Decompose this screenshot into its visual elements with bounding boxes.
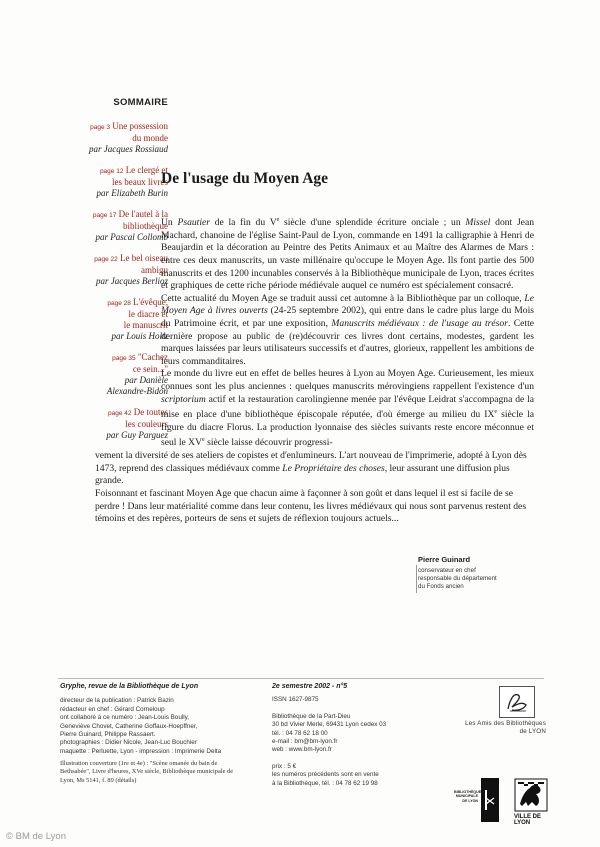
- colophon-line: Pierre Guinard, Philippe Rassaert.: [60, 731, 156, 739]
- toc-author: par Elizabeth Burin: [96, 188, 168, 198]
- toc-title: Le clergé et: [125, 165, 168, 175]
- toc-author: par Jacques Berlioz: [96, 276, 168, 286]
- article-paragraph: Un Psautier de la fin du Ve siècle d'une splendide écriture onciale ; un Missel dont Jean Machard, chanoine de l'église Saint-Paul de Lyon, commande en 1491 la calligraphie à Henri de Beaujardin et la décoration au Peintre des Petits Animaux et au Maître des Alarmes de Mars : entre ces deux manuscrits, un vaste millénaire qu'occupe le Moyen Age. Ils font partie des 500 manuscrits et des 1200 incunables conservés à la Bibliothèque municipale de Lyon, traces écrites et graphiques de cette riche période médiévale auquel ce numéro est spécialement consacré.: [161, 217, 534, 292]
- toc-page-number: page 35: [112, 355, 136, 362]
- toc-author: par Jacques Rossiaud: [89, 144, 168, 154]
- colophon-line: maquette : Perluette, Lyon - impression : Imprimerie Delta: [60, 747, 222, 755]
- toc-item[interactable]: [58, 407, 168, 441]
- signature-role: du Fonds ancien: [418, 583, 464, 590]
- toc-title: du monde: [132, 133, 168, 143]
- toc-item[interactable]: [58, 297, 168, 342]
- article-paragraph: Le monde du livre eut en effet de belles heures à Lyon au Moyen Age. Curieusement, les mieux connues sont les plus anciennes : quelques manuscrits mérovingiens rappellent l'existence d'un scriptorium actif et la restauration carolingienne menée par l'évêque Leidrat s'accompagna de la mise en place d'une bibliothèque épiscopale réputée, d'où émerge au milieu du IXe siècle la figure du diacre Florus. La production lyonnaise des siècles suivants reste encore méconnue et seul le XVe siècle laisse découvrir progressi-: [161, 368, 535, 449]
- bml-b-icon: [481, 778, 499, 822]
- back-issues-line: les numéros précédents sont en vente: [272, 771, 379, 779]
- toc-title: ce sein...": [132, 364, 168, 374]
- toc-title: De l'autel à la: [118, 209, 168, 219]
- amis-bibliotheques-logo: [499, 686, 535, 718]
- signature-role: responsable du département: [418, 575, 497, 582]
- signature-role: conservateur en chef: [418, 567, 476, 574]
- toc-title: bibliothèque: [123, 221, 168, 231]
- toc-item[interactable]: [58, 253, 168, 287]
- toc-item[interactable]: [58, 165, 168, 199]
- toc-title: les couleurs: [125, 419, 168, 429]
- issue-info: [272, 683, 422, 788]
- toc-item[interactable]: [58, 209, 168, 243]
- address-line: 30 bd Vivier Merle, 69431 Lyon cedex 03: [272, 721, 387, 729]
- ville-de-lyon-logo: [514, 778, 548, 826]
- lion-emblem-icon: [514, 778, 548, 812]
- toc-title: De toutes: [133, 407, 168, 417]
- illustration-credit: Illustration couverture (1re et 4e) : "Scène omanée du bain de Bethsabée", Livre d'heures, XVe siècle, Bibliothèque municipale de Lyon, Ms 5141, f. 89 (détails): [60, 760, 234, 784]
- toc-title: le diacre et: [128, 309, 168, 319]
- toc-title: ambigu: [141, 265, 168, 275]
- footer-divider: [58, 678, 544, 679]
- colophon: [60, 683, 265, 785]
- toc-title: le manuscrit: [123, 320, 168, 330]
- toc-author: par Danièle: [124, 375, 168, 385]
- toc-title: Le bel oiseau: [120, 253, 168, 263]
- toc-title: Une possession: [112, 121, 168, 131]
- article-paragraph: vement la diversité de ses ateliers de copistes et d'enlumineurs. L'art nouveau de l'imprimerie, adopté à Lyon dès 1473, reprend des classiques médiévaux comme Le Propriétaire des choses, leur assurant une diffusion plus grande.: [95, 450, 527, 487]
- toc-title: les beaux livres: [112, 177, 168, 187]
- toc-page-number: page 12: [99, 168, 124, 175]
- issue-semester: 2e semestre 2002 - n°5: [272, 683, 348, 690]
- back-issues-line: à la Bibliothèque, tél. : 04 78 62 19 98: [272, 779, 378, 787]
- signature-divider: [416, 565, 417, 593]
- toc-title: "Cachez: [137, 352, 168, 362]
- colophon-line: ont collaboré à ce numéro : Jean-Louis Boully,: [60, 714, 190, 722]
- toc-page-number: page 22: [94, 256, 118, 263]
- toc-page-number: page 42: [108, 410, 132, 417]
- colophon-line: photographies : Didier Nicole, Jean-Luc Bouchier: [60, 739, 197, 747]
- toc-page-number: page 28: [107, 300, 131, 307]
- price: prix : 5 €: [272, 762, 297, 770]
- bibliotheque-municipale-logo: BIBLIOTHÈQUE MUNICIPALE DE LYON: [455, 778, 499, 822]
- phone: tél. : 04 78 62 18 00: [272, 729, 328, 737]
- issn: ISSN 1627-9875: [272, 696, 319, 704]
- table-of-contents: [58, 97, 168, 451]
- toc-author: par Louis Holtz: [111, 331, 168, 341]
- copyright-credit: © BM de Lyon: [6, 831, 66, 842]
- toc-author: par Guy Parguez: [106, 430, 168, 440]
- magazine-name: Gryphe, revue de la Bibliothèque de Lyon: [60, 683, 199, 690]
- email-link[interactable]: e-mail : bm@bm-lyon.fr: [272, 738, 338, 746]
- ville-de-lyon-label: VILLE DE LYON: [514, 814, 542, 826]
- toc-author: par Pascal Collomb: [95, 232, 168, 242]
- toc-page-number: page 3: [90, 124, 110, 131]
- amis-bibliotheques-text: Les Amis des Bibliothèques de LYON: [465, 720, 546, 735]
- toc-title: L'évêque,: [133, 297, 168, 307]
- signature-name: Pierre Guinard: [418, 555, 471, 564]
- colophon-line: rédacteur en chef : Gérard Corneloup: [60, 705, 165, 713]
- article-paragraph: Foisonnant et fascinant Moyen Age que chacun aime à façonner à son goût et dans lequel il est si facile de se perdre ! Dans leur matérialité comme dans leur contenu, les livres médiévaux qui nous sont parvenus restent des témoins et des repères, porteurs de sens et sujets de réflexion toujours actuels...: [95, 488, 527, 525]
- signature-block: [418, 555, 497, 591]
- article-paragraph: Cette actualité du Moyen Age se traduit aussi cet automne à la Bibliothèque par un colloque, Le Moyen Age à livres ouverts (24-25 septembre 2002), qui entre dans le cadre plus large du Mois du Patrimoine écrit, et par une exposition, Manuscrits médiévaux : de l'usage au trésor. Cette dernière propose au public de (re)découvrir ces livres dont certains, modestes, gardent les marques laissées par leurs utilisateurs successifs et d'autres, glorieux, rappellent les ambitions de leurs commanditaires.: [161, 292, 534, 367]
- article-title: De l'usage du Moyen Age: [161, 170, 329, 187]
- toc-page-number: page 17: [92, 212, 117, 219]
- toc-author: Alexandre-Bidon: [106, 386, 168, 396]
- toc-item[interactable]: [58, 121, 168, 155]
- sommaire-heading: SOMMAIRE: [113, 97, 168, 108]
- colophon-line: directeur de la publication : Patrick Bazin: [60, 697, 174, 705]
- colophon-line: Geneviève Chovet, Catherine Goffaux-Hoepffner,: [60, 722, 198, 730]
- toc-item[interactable]: [58, 352, 168, 397]
- address-line: Bibliothèque de la Part-Dieu: [272, 712, 351, 720]
- web-link[interactable]: web : www.bm-lyon.fr: [272, 746, 332, 754]
